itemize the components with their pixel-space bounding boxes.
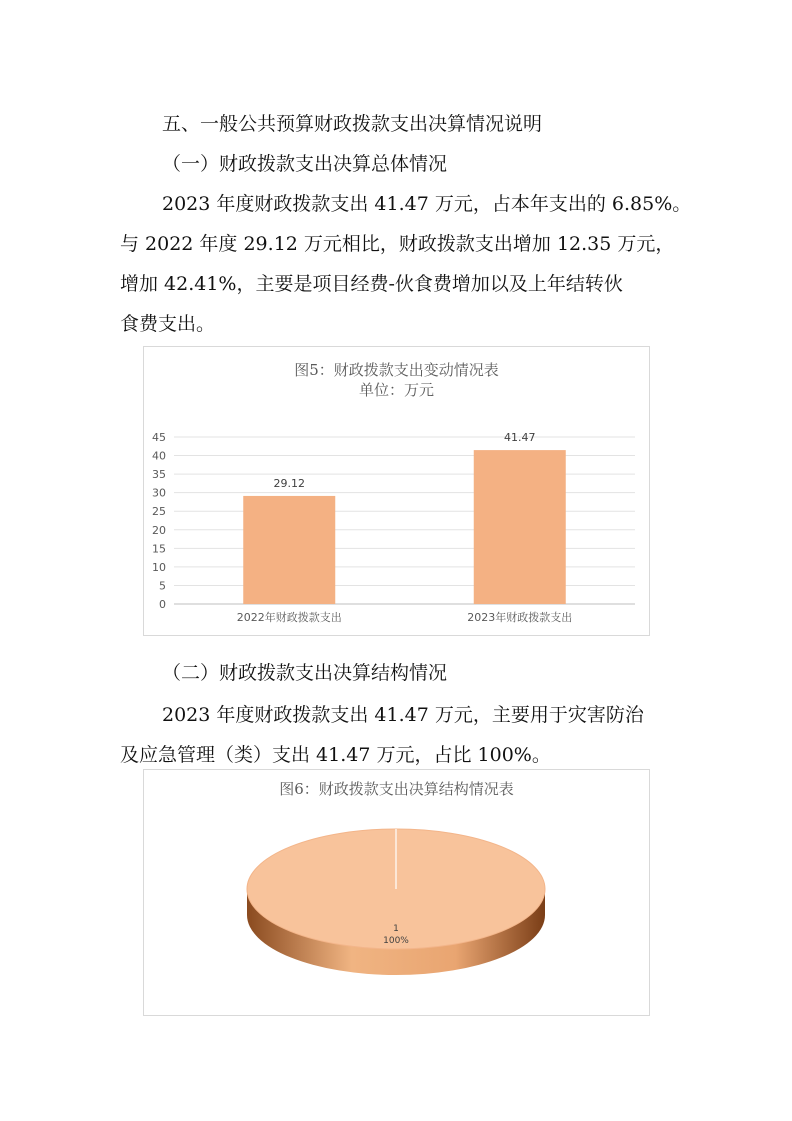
bar-value-label: 29.12 [273,476,305,490]
y-tick-label: 30 [152,486,166,500]
bar [243,496,335,604]
paragraph-1-line-3: 增加 42.41%，主要是项目经费-伙食费增加以及上年结转伙 [120,273,623,295]
bar-chart-subtitle: 单位：万元 [358,381,434,399]
paragraph-2-line-1: 2023 年度财政拨款支出 41.47 万元，主要用于灾害防治 [162,704,644,726]
y-tick-label: 45 [152,431,166,444]
y-tick-label: 35 [152,468,166,482]
bar-chart [143,346,650,636]
subsection-heading-2: （二）财政拨款支出决算结构情况 [162,662,448,684]
paragraph-1-line-4: 食费支出。 [120,313,216,335]
pie-chart [143,769,650,1016]
x-category-label: 2023年财政拨款支出 [467,611,573,624]
y-tick-label: 5 [159,579,166,593]
paragraph-1-line-1: 2023 年度财政拨款支出 41.47 万元，占本年支出的 6.85%。 [162,193,692,215]
pie-slice-percent: 100% [383,936,409,946]
section-heading: 五、一般公共预算财政拨款支出决算情况说明 [162,113,543,135]
y-tick-label: 0 [159,598,166,611]
y-tick-label: 10 [152,560,166,574]
x-category-label: 2022年财政拨款支出 [236,611,342,624]
bar-chart-title: 图5：财政拨款支出变动情况表 [294,361,499,379]
pie-chart-plot [144,770,649,1015]
bar-chart-plot [144,347,649,635]
bar [474,450,566,604]
pie-chart-title: 图6：财政拨款支出决算结构情况表 [279,780,514,798]
y-tick-label: 15 [152,542,166,556]
y-tick-label: 40 [152,449,166,463]
subsection-heading-1: （一）财政拨款支出决算总体情况 [162,153,448,175]
paragraph-1-line-2: 与 2022 年度 29.12 万元相比，财政拨款支出增加 12.35 万元， [120,233,675,255]
pie-slice-label: 1 [393,924,399,934]
y-tick-label: 25 [152,505,166,519]
y-tick-label: 20 [152,523,166,537]
paragraph-2-line-2: 及应急管理（类）支出 41.47 万元，占比 100%。 [120,744,551,766]
bar-value-label: 41.47 [504,431,536,445]
